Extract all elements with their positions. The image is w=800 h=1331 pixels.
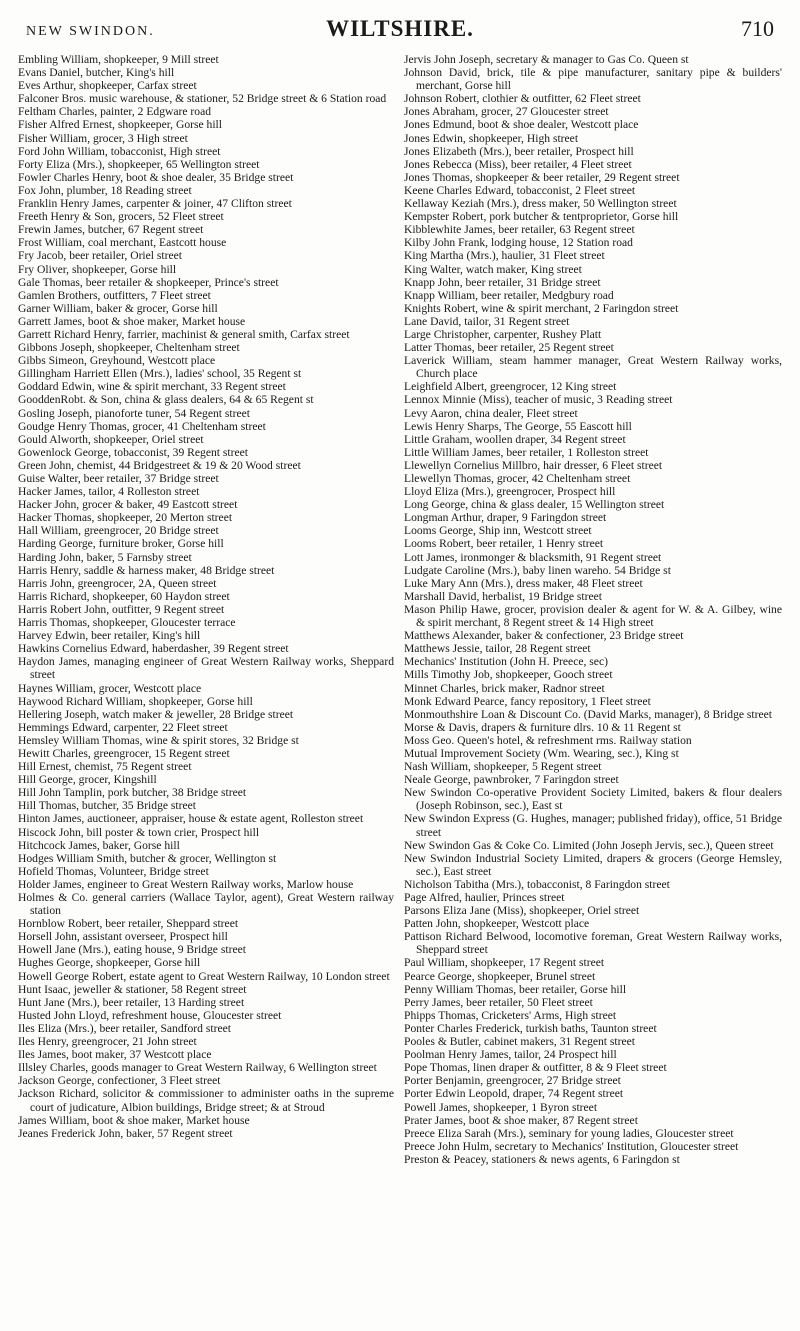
directory-entry: Porter Edwin Leopold, draper, 74 Regent street: [404, 1087, 624, 1101]
directory-entry: Iles James, boot maker, 37 Westcott place: [18, 1048, 212, 1062]
directory-entry: Laverick William, steam hammer manager, Great Western Railway works, Church place: [404, 354, 782, 381]
directory-entry: Hornblow Robert, beer retailer, Sheppard street: [18, 917, 239, 931]
directory-entry: Luke Mary Ann (Mrs.), dress maker, 48 Fleet street: [404, 576, 643, 590]
directory-entry: New Swindon Gas & Coke Co. Limited (John Joseph Jervis, sec.), Queen street: [404, 838, 774, 852]
directory-entry: Nash William, shopkeeper, 5 Regent street: [404, 760, 602, 774]
directory-entry: Hacker James, tailor, 4 Rolleston street: [18, 485, 200, 499]
directory-entry: Hill John Tamplin, pork butcher, 38 Bridge street: [18, 786, 247, 800]
directory-entry: Gillingham Harriett Ellen (Mrs.), ladies' school, 35 Regent st: [18, 367, 302, 381]
directory-entry: Iles Eliza (Mrs.), beer retailer, Sandford street: [18, 1021, 231, 1035]
directory-entry: Hall William, greengrocer, 20 Bridge street: [18, 524, 219, 538]
directory-entry: Harris Henry, saddle & harness maker, 48 Bridge street: [18, 563, 275, 577]
directory-entry: Harris John, greengrocer, 2A, Queen street: [18, 576, 217, 590]
directory-entry: GooddenRobt. & Son, china & glass dealers, 64 & 65 Regent st: [18, 393, 314, 407]
directory-entry: Haywood Richard William, shopkeeper, Gorse hill: [18, 694, 253, 708]
directory-entry: Jones Thomas, shopkeeper & beer retailer, 29 Regent street: [404, 170, 680, 184]
directory-entry: Hunt Jane (Mrs.), beer retailer, 13 Harding street: [18, 995, 245, 1009]
directory-entry: Porter Benjamin, greengrocer, 27 Bridge street: [404, 1074, 621, 1088]
directory-entry: Hacker Thomas, shopkeeper, 20 Merton street: [18, 511, 233, 525]
directory-entry: King Martha (Mrs.), haulier, 31 Fleet street: [404, 249, 605, 263]
directory-entry: Garrett Richard Henry, farrier, machinist & general smith, Carfax street: [18, 327, 350, 341]
directory-entry: Lane David, tailor, 31 Regent street: [404, 314, 570, 328]
directory-entry: Llewellyn Thomas, grocer, 42 Cheltenham street: [404, 472, 631, 485]
directory-entry: Kempster Robert, pork butcher & tentproprietor, Gorse hill: [404, 210, 679, 224]
directory-entry: Mason Philip Hawe, grocer, provision dealer & agent for W. & A. Gilbey, wine & spirit merchant, 8 Regent street & 14 High street: [404, 602, 782, 630]
directory-entry: Franklin Henry James, carpenter & joiner, 47 Clifton street: [18, 197, 292, 211]
directory-entry: Johnson David, brick, tile & pipe manufacturer, sanitary pipe & builders' merchant, Gorse hill: [404, 66, 782, 93]
directory-entry: Page Alfred, haulier, Princes street: [404, 891, 565, 904]
directory-entry: Lloyd Eliza (Mrs.), greengrocer, Prospect hill: [404, 485, 616, 499]
directory-entry: Matthews Alexander, baker & confectioner, 23 Bridge street: [404, 629, 684, 643]
directory-entry: Holmes & Co. general carriers (Wallace Taylor, agent), Great Western railway station: [18, 891, 394, 918]
directory-entry: Knights Robert, wine & spirit merchant, 2 Faringdon street: [404, 301, 679, 315]
directory-entry: Jeanes Frederick John, baker, 57 Regent street: [18, 1126, 233, 1140]
directory-entry: Kibblewhite James, beer retailer, 63 Regent street: [404, 223, 635, 237]
directory-entry: Freeth Henry & Son, grocers, 52 Fleet street: [18, 210, 224, 224]
page-header: [0, 10, 800, 50]
directory-entry: Neale George, pawnbroker, 7 Faringdon street: [404, 773, 619, 787]
running-head-place: NEW SWINDON.: [26, 24, 155, 39]
directory-entry: Frewin James, butcher, 67 Regent street: [18, 223, 204, 237]
directory-entry: Howell Jane (Mrs.), eating house, 9 Bridge street: [18, 943, 246, 957]
directory-entry: Lewis Henry Sharps, The George, 55 Eascott hill: [404, 419, 632, 433]
directory-entry: Falconer Bros. music warehouse, & stationer, 52 Bridge street & 6 Station road: [18, 92, 387, 106]
directory-entry: Gosling Joseph, pianoforte tuner, 54 Regent street: [18, 406, 251, 420]
directory-entry: Forty Eliza (Mrs.), shopkeeper, 65 Wellington street: [18, 157, 260, 171]
directory-entry: Morse & Davis, drapers & furniture dlrs. 10 & 11 Regent st: [404, 720, 681, 734]
directory-entry: Pearce George, shopkeeper, Brunel street: [404, 969, 596, 983]
directory-entry: Jones Edmund, boot & shoe dealer, Westcott place: [404, 118, 639, 132]
directory-entry: Harding George, furniture broker, Gorse hill: [18, 537, 224, 551]
directory-entry: Haydon James, managing engineer of Great Western Railway works, Sheppard street: [18, 655, 394, 682]
directory-entry: Pattison Richard Belwood, locomotive foreman, Great Western Railway works, Sheppard street: [404, 930, 782, 957]
directory-entry: Hellering Joseph, watch maker & jeweller, 28 Bridge street: [18, 707, 294, 721]
directory-entry: Ford John William, tobacconist, High street: [18, 144, 221, 158]
directory-entry: Hewitt Charles, greengrocer, 15 Regent street: [18, 746, 230, 760]
directory-entry: Penny William Thomas, beer retailer, Gorse hill: [404, 982, 627, 996]
directory-entry: Looms Robert, beer retailer, 1 Henry street: [404, 537, 604, 551]
directory-entry: James William, boot & shoe maker, Market house: [18, 1113, 250, 1127]
directory-entry: Holder James, engineer to Great Western Railway works, Marlow house: [18, 877, 354, 891]
directory-entry: Mechanics' Institution (John H. Preece, sec): [404, 655, 608, 669]
directory-entry: Preston & Peacey, stationers & news agents, 6 Faringdon st: [404, 1152, 680, 1166]
directory-entry: Patten John, shopkeeper, Westcott place: [404, 917, 590, 931]
directory-entry: Fowler Charles Henry, boot & shoe dealer, 35 Bridge street: [18, 170, 294, 184]
directory-entry: Gibbs Simeon, Greyhound, Westcott place: [18, 354, 216, 368]
directory-entry: Preece John Hulm, secretary to Mechanics' Institution, Gloucester street: [404, 1139, 739, 1153]
directory-entry: Fry Jacob, beer retailer, Oriel street: [18, 249, 183, 263]
directory-entry: Hitchcock James, baker, Gorse hill: [18, 838, 180, 852]
directory-entry: Matthews Jessie, tailor, 28 Regent street: [404, 642, 591, 656]
directory-entry: Haynes William, grocer, Westcott place: [18, 681, 202, 695]
directory-entry: Gowenlock George, tobacconist, 39 Regent street: [18, 445, 248, 459]
directory-entry: Minnet Charles, brick maker, Radnor street: [404, 681, 605, 695]
directory-entry: Evans Daniel, butcher, King's hill: [18, 66, 175, 80]
directory-entry: Goudge Henry Thomas, grocer, 41 Cheltenham street: [18, 419, 266, 433]
directory-entry: Jackson Richard, solicitor & commissioner to administer oaths in the supreme court of judicature, Albion buildings, Bridge street; & at Stroud: [18, 1087, 394, 1114]
directory-entry: Gould Alworth, shopkeeper, Oriel street: [18, 432, 204, 446]
directory-entry: Marshall David, herbalist, 19 Bridge street: [404, 589, 603, 603]
directory-entry: Goddard Edwin, wine & spirit merchant, 33 Regent street: [18, 380, 286, 394]
directory-entry: Harris Richard, shopkeeper, 60 Haydon street: [18, 589, 230, 603]
directory-entry: Illsley Charles, goods manager to Great Western Railway, 6 Wellington street: [18, 1061, 377, 1075]
page-number: 710: [741, 16, 774, 41]
directory-entry: Jones Abraham, grocer, 27 Gloucester street: [404, 105, 609, 119]
directory-entry: Leighfield Albert, greengrocer, 12 King street: [404, 380, 617, 394]
directory-entry: Kilby John Frank, lodging house, 12 Station road: [404, 236, 633, 250]
directory-entry: Fox John, plumber, 18 Reading street: [18, 183, 192, 197]
directory-entry: Hodges William Smith, butcher & grocer, Wellington st: [18, 851, 277, 865]
directory-entry: Little William James, beer retailer, 1 Rolleston street: [404, 445, 649, 459]
directory-entry: Howell George Robert, estate agent to Great Western Railway, 10 London street: [18, 969, 390, 983]
directory-entry: Llewellyn Cornelius Millbro, hair dresser, 6 Fleet street: [404, 458, 663, 472]
directory-entry: Hemmings Edward, carpenter, 22 Fleet street: [18, 720, 228, 734]
directory-entry: Fry Oliver, shopkeeper, Gorse hill: [18, 262, 177, 276]
directory-entry: Harris Thomas, shopkeeper, Gloucester terrace: [18, 616, 236, 630]
directory-entry: Perry James, beer retailer, 50 Fleet street: [404, 995, 593, 1009]
directory-entry: Ponter Charles Frederick, turkish baths, Taunton street: [404, 1021, 657, 1035]
directory-entry: Frost William, coal merchant, Eastcott house: [18, 236, 227, 250]
directory-entry: Hill Ernest, chemist, 75 Regent street: [18, 760, 192, 774]
directory-entry: Husted John Lloyd, refreshment house, Gloucester street: [18, 1008, 282, 1022]
directory-entry: New Swindon Co-operative Provident Society Limited, bakers & flour dealers (Joseph Robinson, sec.), East st: [404, 786, 782, 813]
directory-entry: Hiscock John, bill poster & town crier, Prospect hill: [18, 825, 260, 839]
directory-entry: Little Graham, woollen draper, 34 Regent street: [404, 432, 626, 446]
directory-entry: New Swindon Industrial Society Limited, drapers & grocers (George Hemsley, sec.), East street: [404, 851, 782, 878]
directory-entry: Jackson George, confectioner, 3 Fleet street: [18, 1074, 221, 1088]
directory-entry: Gibbons Joseph, shopkeeper, Cheltenham street: [18, 341, 240, 355]
directory-entry: Parsons Eliza Jane (Miss), shopkeeper, Oriel street: [404, 904, 640, 918]
directory-entry: Gamlen Brothers, outfitters, 7 Fleet street: [18, 288, 211, 302]
directory-entry: Feltham Charles, painter, 2 Edgware road: [18, 105, 212, 119]
directory-entry: Long George, china & glass dealer, 15 Wellington street: [404, 498, 665, 512]
directory-entry: Preece Eliza Sarah (Mrs.), seminary for young ladies, Gloucester street: [404, 1126, 734, 1140]
directory-entry: Garner William, baker & grocer, Gorse hill: [18, 301, 218, 315]
directory-entry: Monmouthshire Loan & Discount Co. (David Marks, manager), 8 Bridge street: [404, 707, 773, 721]
directory-entry: Jones Edwin, shopkeeper, High street: [404, 131, 579, 145]
directory-entry: Levy Aaron, china dealer, Fleet street: [404, 406, 578, 420]
directory-entry: Jones Elizabeth (Mrs.), beer retailer, Prospect hill: [404, 144, 634, 158]
directory-entry: Fisher Alfred Ernest, shopkeeper, Gorse hill: [18, 118, 222, 132]
directory-entry: Knapp William, beer retailer, Medgbury road: [404, 288, 614, 302]
directory-entry: Guise Walter, beer retailer, 37 Bridge street: [18, 472, 219, 485]
directory-entry: Lott James, ironmonger & blacksmith, 91 Regent street: [404, 550, 662, 564]
directory-entry: Prater James, boot & shoe maker, 87 Regent street: [404, 1113, 638, 1127]
directory-entry: Johnson Robert, clothier & outfitter, 62 Fleet street: [404, 92, 641, 106]
directory-entry: Latter Thomas, beer retailer, 25 Regent street: [404, 341, 614, 355]
directory-entry: Moss Geo. Queen's hotel, & refreshment rms. Railway station: [404, 733, 692, 747]
directory-entry: King Walter, watch maker, King street: [404, 262, 582, 276]
directory-entry: Large Christopher, carpenter, Rushey Platt: [404, 327, 602, 341]
directory-entry: Eves Arthur, shopkeeper, Carfax street: [18, 79, 197, 93]
directory-entry: Nicholson Tabitha (Mrs.), tobacconist, 8 Faringdon street: [404, 877, 670, 891]
directory-entry: Harding John, baker, 5 Farnsby street: [18, 550, 192, 564]
directory-entry: Phipps Thomas, Cricketers' Arms, High street: [404, 1008, 617, 1022]
directory-entry: Iles Henry, greengrocer, 21 John street: [18, 1035, 197, 1049]
directory-entry: Jones Rebecca (Miss), beer retailer, 4 Fleet street: [404, 157, 632, 171]
directory-entry: Hemsley William Thomas, wine & spirit stores, 32 Bridge st: [18, 733, 299, 747]
directory-entry: Pooles & Butler, cabinet makers, 31 Regent street: [404, 1035, 636, 1049]
directory-entry: Hill George, grocer, Kingshill: [18, 773, 157, 787]
directory-entry: Hunt Isaac, jeweller & stationer, 58 Regent street: [18, 982, 247, 996]
directory-entry: Keene Charles Edward, tobacconist, 2 Fleet street: [404, 183, 636, 197]
right-column: [404, 53, 782, 1166]
directory-entry: Looms George, Ship inn, Westcott street: [404, 524, 592, 538]
running-head-county: WILTSHIRE.: [326, 16, 474, 41]
directory-entry: Mills Timothy Job, shopkeeper, Gooch street: [404, 668, 613, 682]
directory-entry: Monk Edward Pearce, fancy repository, 1 Fleet street: [404, 694, 651, 708]
directory-entry: Hinton James, auctioneer, appraiser, house & estate agent, Rolleston street: [18, 812, 364, 826]
directory-entry: Paul William, shopkeeper, 17 Regent street: [404, 956, 605, 970]
left-column: [18, 53, 394, 1140]
directory-entry: Hofield Thomas, Volunteer, Bridge street: [18, 864, 209, 878]
directory-entry: Harris Robert John, outfitter, 9 Regent street: [18, 602, 225, 616]
directory-entry: Hughes George, shopkeeper, Gorse hill: [18, 956, 201, 970]
directory-entry: Jervis John Joseph, secretary & manager to Gas Co. Queen st: [404, 53, 689, 66]
directory-entry: Horsell John, assistant overseer, Prospect hill: [18, 930, 228, 944]
directory-entry: Lennox Minnie (Miss), teacher of music, 3 Reading street: [404, 393, 673, 407]
directory-entry: Hacker John, grocer & baker, 49 Eastcott street: [18, 498, 238, 512]
directory-entry: Harvey Edwin, beer retailer, King's hill: [18, 629, 201, 643]
directory-entry: Knapp John, beer retailer, 31 Bridge street: [404, 275, 601, 289]
directory-entry: Powell James, shopkeeper, 1 Byron street: [404, 1100, 598, 1114]
directory-entry: Green John, chemist, 44 Bridgestreet & 19 & 20 Wood street: [18, 458, 301, 472]
directory-entry: Hill Thomas, butcher, 35 Bridge street: [18, 799, 197, 813]
directory-entry: Garrett James, boot & shoe maker, Market house: [18, 314, 246, 328]
directory-entry: Embling William, shopkeeper, 9 Mill street: [18, 53, 219, 66]
directory-entry: Gale Thomas, beer retailer & shopkeeper, Prince's street: [18, 275, 279, 289]
directory-entry: Hawkins Cornelius Edward, haberdasher, 39 Regent street: [18, 642, 289, 656]
directory-entry: Pope Thomas, linen draper & outfitter, 8 & 9 Fleet street: [404, 1061, 667, 1075]
directory-entry: Ludgate Caroline (Mrs.), baby linen wareho. 54 Bridge st: [404, 563, 671, 577]
directory-entry: Kellaway Keziah (Mrs.), dress maker, 50 Wellington street: [404, 197, 677, 211]
directory-entry: Poolman Henry James, tailor, 24 Prospect hill: [404, 1048, 617, 1062]
directory-entry: Mutual Improvement Society (Wm. Wearing, sec.), King st: [404, 746, 679, 760]
directory-entry: Longman Arthur, draper, 9 Faringdon street: [404, 511, 607, 525]
directory-entry: New Swindon Express (G. Hughes, manager; published friday), office, 51 Bridge street: [404, 812, 782, 839]
directory-entry: Fisher William, grocer, 3 High street: [18, 131, 188, 145]
